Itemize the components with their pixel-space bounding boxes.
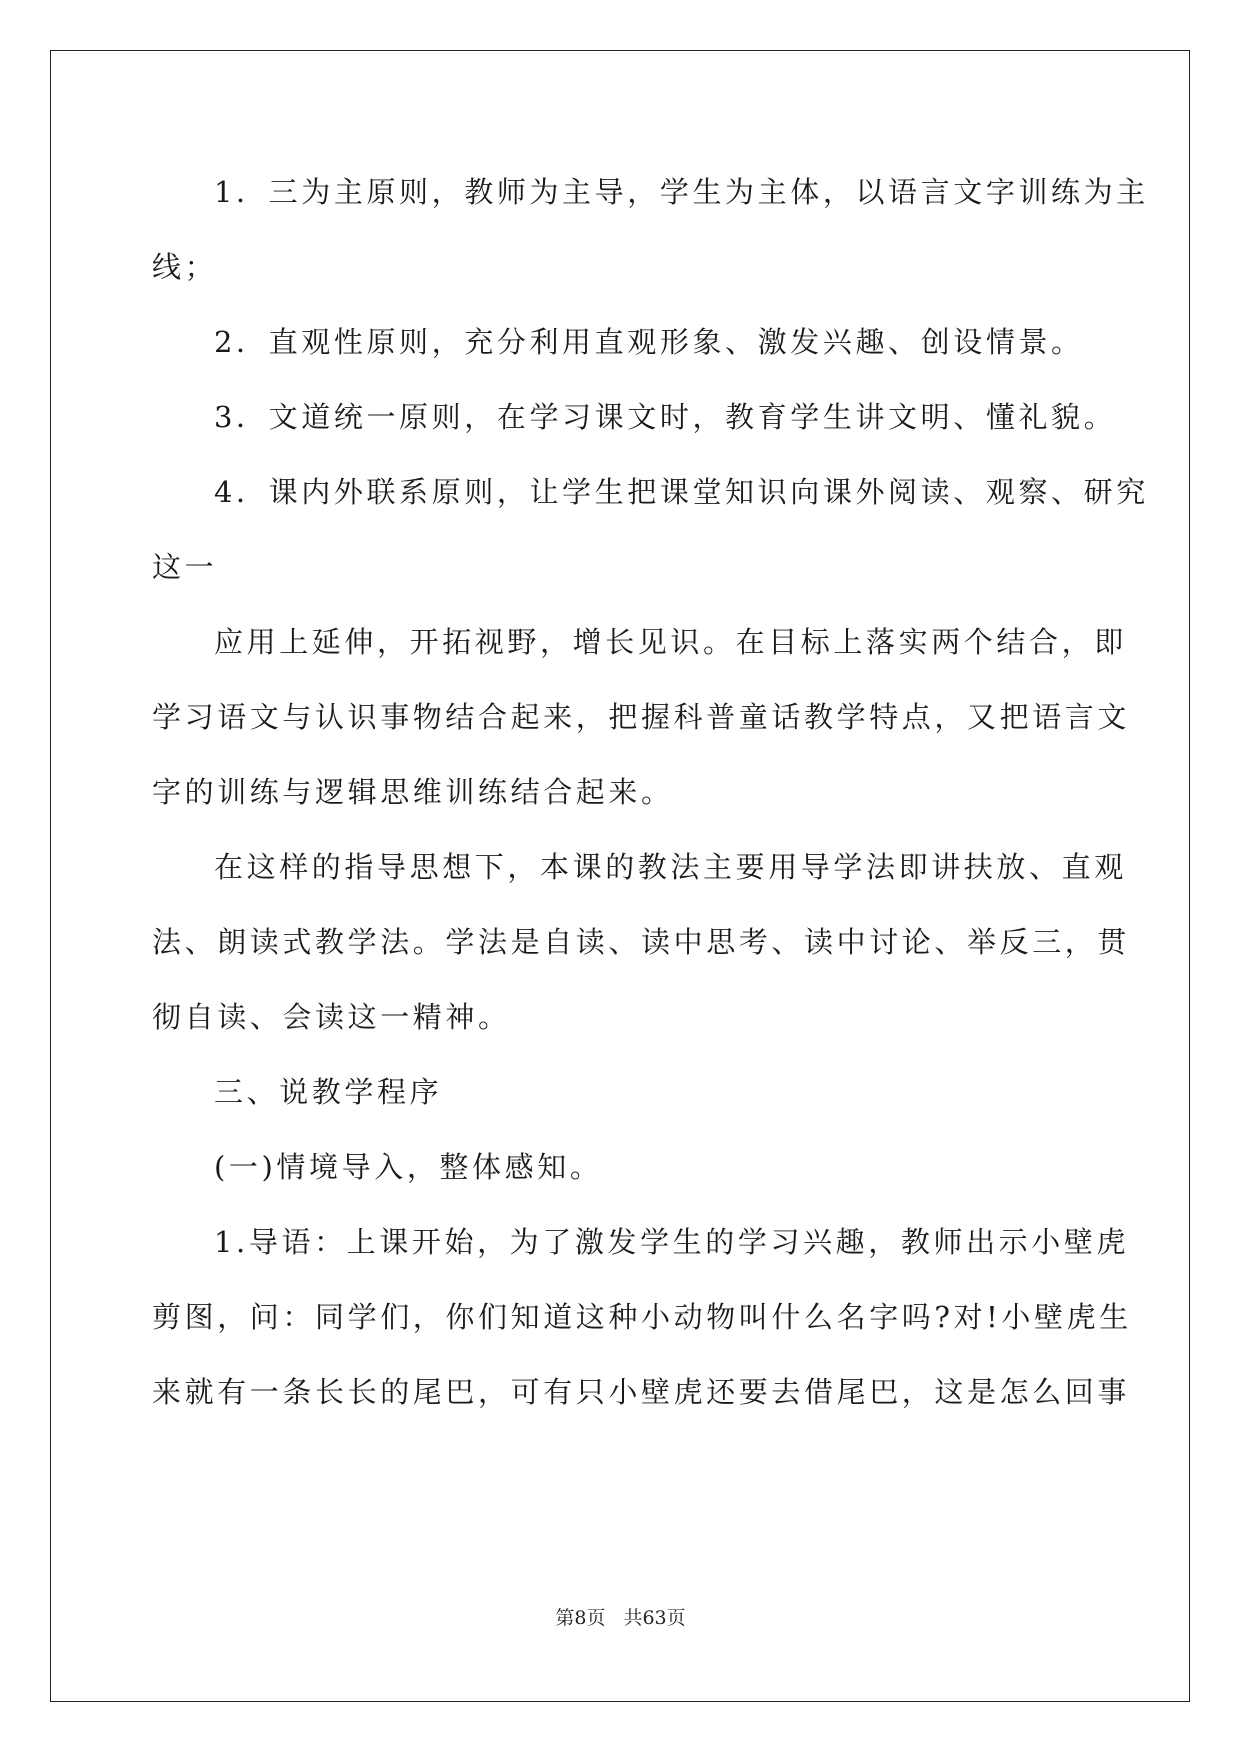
paragraph-line: 2．直观性原则，充分利用直观形象、激发兴趣、创设情景。 [214, 325, 1084, 359]
paragraph-line: 彻自读、会读这一精神。 [152, 1000, 511, 1034]
paragraph-line: 字的训练与逻辑思维训练结合起来。 [152, 775, 674, 809]
paragraph-line: 这一 [152, 550, 218, 584]
paragraph-line: 来就有一条长长的尾巴，可有只小壁虎还要去借尾巴，这是怎么回事 [152, 1375, 1131, 1409]
paragraph-line: 剪图，问：同学们，你们知道这种小动物叫什么名字吗?对!小壁虎生 [152, 1300, 1132, 1334]
section-heading: 三、说教学程序 [214, 1075, 443, 1109]
paragraph-line: 4．课内外联系原则，让学生把课堂知识向课外阅读、观察、研究 [214, 475, 1149, 509]
page-total: 共63页 [623, 1607, 686, 1629]
paragraph-line: 线； [152, 250, 218, 284]
paragraph-line: 3．文道统一原则，在学习课文时，教育学生讲文明、懂礼貌。 [214, 400, 1117, 434]
paragraph-line: 学习语文与认识事物结合起来，把握科普童话教学特点，又把语言文 [152, 700, 1131, 734]
paragraph-line: 应用上延伸，开拓视野，增长见识。在目标上落实两个结合，即 [214, 625, 1127, 659]
page-footer [0, 1606, 1241, 1630]
paragraph-line: 1.导语：上课开始，为了激发学生的学习兴趣，教师出示小壁虎 [214, 1225, 1130, 1259]
paragraph-line: 1．三为主原则，教师为主导，学生为主体，以语言文字训练为主 [214, 175, 1149, 209]
page-number: 第8页 [555, 1607, 606, 1629]
paragraph-line: 在这样的指导思想下，本课的教法主要用导学法即讲扶放、直观 [214, 850, 1127, 884]
subsection-heading: (一)情境导入，整体感知。 [214, 1150, 603, 1184]
paragraph-line: 法、朗读式教学法。学法是自读、读中思考、读中讨论、举反三，贯 [152, 925, 1131, 959]
